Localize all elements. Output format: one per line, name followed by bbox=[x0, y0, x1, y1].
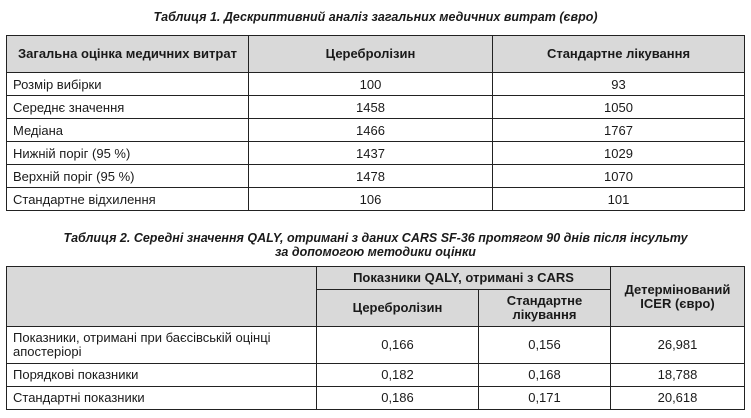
col-header-standard-treatment: Стандартне лікування bbox=[493, 36, 745, 73]
table-row bbox=[7, 327, 745, 364]
cell-cerebrolysin: 1478 bbox=[249, 165, 493, 188]
cell-standard: 0,171 bbox=[479, 387, 611, 410]
col-header-standard-treatment: Стандартне лікування bbox=[479, 290, 611, 327]
col-header-icer: Детермінований ICER (євро) bbox=[611, 267, 745, 327]
table-row bbox=[7, 119, 745, 142]
table-descriptive-costs bbox=[6, 35, 745, 211]
cell-cerebrolysin: 100 bbox=[249, 73, 493, 96]
row-label: Стандартні показники bbox=[7, 387, 317, 410]
table-header-row bbox=[7, 267, 745, 290]
col-header-qaly-group: Показники QALY, отримані з CARS bbox=[317, 267, 611, 290]
col-header-cerebrolysin: Церебролізин bbox=[317, 290, 479, 327]
table-row bbox=[7, 73, 745, 96]
table-row bbox=[7, 188, 745, 211]
row-label: Медіана bbox=[7, 119, 249, 142]
cell-icer: 26,981 bbox=[611, 327, 745, 364]
cell-standard: 1029 bbox=[493, 142, 745, 165]
table-header-row bbox=[7, 36, 745, 73]
row-label: Нижній поріг (95 %) bbox=[7, 142, 249, 165]
cell-standard: 1070 bbox=[493, 165, 745, 188]
cell-cerebrolysin: 0,166 bbox=[317, 327, 479, 364]
row-label: Порядкові показники bbox=[7, 364, 317, 387]
cell-standard: 0,156 bbox=[479, 327, 611, 364]
table-row bbox=[7, 364, 745, 387]
table-row bbox=[7, 165, 745, 188]
cell-standard: 93 bbox=[493, 73, 745, 96]
row-label: Розмір вибірки bbox=[7, 73, 249, 96]
table1-caption: Таблиця 1. Дескриптивний аналіз загальних медичних витрат (євро) bbox=[153, 10, 598, 24]
table2-caption-line1: Таблиця 2. Середні значення QALY, отримані з даних CARS SF-36 протягом 90 днів після інсульту bbox=[63, 231, 688, 245]
cell-standard: 1767 bbox=[493, 119, 745, 142]
row-label-text: Показники, отримані при баєсівській оцінці апостеріорі bbox=[13, 330, 271, 359]
col-header-cost-estimate: Загальна оцінка медичних витрат bbox=[7, 36, 249, 73]
cell-standard: 101 bbox=[493, 188, 745, 211]
col-header-empty bbox=[7, 267, 317, 327]
row-label: Стандартне відхилення bbox=[7, 188, 249, 211]
cell-cerebrolysin: 1437 bbox=[249, 142, 493, 165]
row-label bbox=[7, 327, 317, 364]
cell-standard: 0,168 bbox=[479, 364, 611, 387]
table2-caption bbox=[0, 231, 751, 259]
row-label: Верхній поріг (95 %) bbox=[7, 165, 249, 188]
row-label: Середнє значення bbox=[7, 96, 249, 119]
cell-icer: 18,788 bbox=[611, 364, 745, 387]
cell-cerebrolysin: 0,182 bbox=[317, 364, 479, 387]
cell-icer: 20,618 bbox=[611, 387, 745, 410]
table-row bbox=[7, 387, 745, 410]
cell-standard: 1050 bbox=[493, 96, 745, 119]
table2-caption-line2: за допомогою методики оцінки bbox=[275, 245, 476, 259]
cell-cerebrolysin: 0,186 bbox=[317, 387, 479, 410]
cell-cerebrolysin: 106 bbox=[249, 188, 493, 211]
table-qaly-values bbox=[6, 266, 745, 410]
table-row bbox=[7, 96, 745, 119]
cell-cerebrolysin: 1466 bbox=[249, 119, 493, 142]
table-row bbox=[7, 142, 745, 165]
col-header-cerebrolysin: Церебролізин bbox=[249, 36, 493, 73]
cell-cerebrolysin: 1458 bbox=[249, 96, 493, 119]
